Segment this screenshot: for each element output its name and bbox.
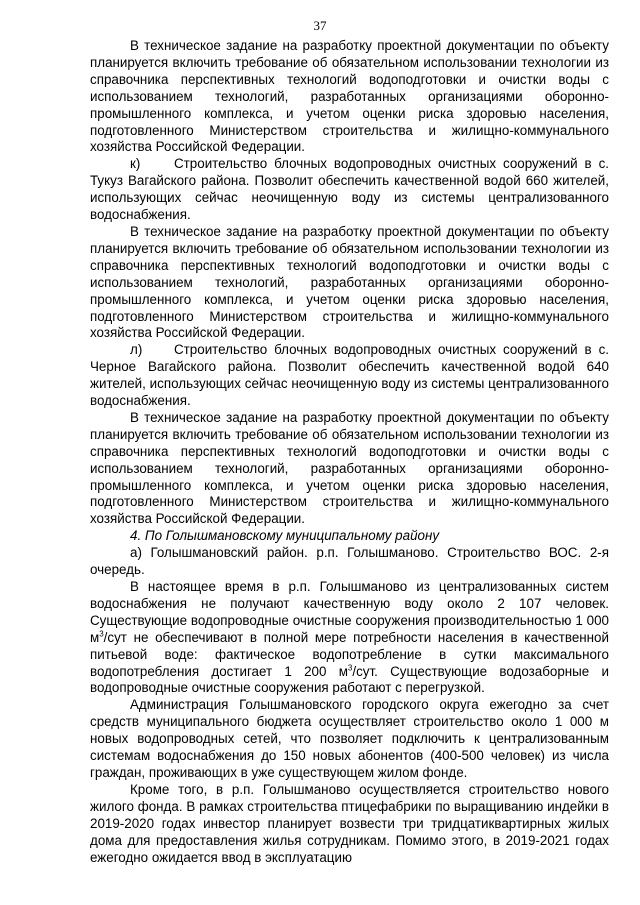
list-marker-l: л)	[130, 342, 143, 358]
current-situation-text-2: /сут не обеспечивают в полной мере потребности населения в качественной питьевой воде: фактическое водопотребление в сутки максимального водопотребления достигает 1 200 м	[90, 629, 609, 679]
document-body	[90, 38, 609, 866]
list-item-l-text: Строительство блочных водопроводных очистных сооружений в с. Черное Вагайского района. Позволит обеспечить качественной водой 640 жителей, использующих сейчас неочищенную воду из системы централизованного водоснабжения.	[90, 342, 609, 409]
page-number: 37	[313, 18, 327, 33]
subitem-a: а) Голышмановский район. р.п. Голышманово. Строительство ВОС. 2-я очередь.	[90, 545, 609, 578]
paragraph-technical-task-3: В техническое задание на разработку проектной документации по объекту планируется включить требование об обязательном использовании технологии из справочника перспективных технологий водоподготовки и очистки воды с использованием технологий, разработанных организациями оборонно-промышленного комплекса, и учетом оценки риска здоровью населения, подготовленного Министерством строительства и жилищно-коммунального хозяйства Российской Федерации.	[90, 409, 609, 527]
list-item-l	[90, 342, 609, 410]
superscript-3: 3	[347, 663, 353, 673]
list-item-k	[90, 156, 609, 224]
paragraph-technical-task-1: В техническое задание на разработку проектной документации по объекту планируется включить требование об обязательном использовании технологии из справочника перспективных технологий водоподготовки и очистки воды с использованием технологий, разработанных организациями оборонно-промышленного комплекса, и учетом оценки риска здоровью населения, подготовленного Министерством строительства и жилищно-коммунального хозяйства Российской Федерации.	[90, 38, 609, 155]
paragraph-administration: Администрация Голышмановского городского округа ежегодно за счет средств муниципального бюджета осуществляет строительство около 1 000 м новых водопроводных сетей, что позволяет подключить к централизованным системам водоснабжения до 150 новых абонентов (400-500 человек) из числа граждан, проживающих в уже существующем жилом фонде.	[90, 697, 609, 780]
superscript-3: 3	[99, 629, 104, 639]
paragraph-besides: Кроме того, в р.п. Голышманово осуществляется строительство нового жилого фонда. В рамках строительства птицефабрики по выращиванию индейки в 2019-2020 годах инвестор планирует возвести три тридцатиквартирных жилых дома для предоставления жилья сотрудникам. Помимо этого, в 2019-2021 годах ежегодно ожидается ввод в эксплуатацию	[90, 781, 609, 865]
current-situation-text-1: В настоящее время в р.п. Голышманово из централизованных систем водоснабжения не получают качественную воду около 2 107 человек. Существующие водопроводные очистные сооружения производительностью 1 000 м	[90, 579, 609, 645]
list-item-k-text: Строительство блочных водопроводных очистных сооружений в с. Тукуз Вагайского района. Позволит обеспечить качественной водой 660 жителей, использующих сейчас неочищенную воду из системы централизованного водоснабжения.	[90, 156, 609, 223]
paragraph-technical-task-2: В техническое задание на разработку проектной документации по объекту планируется включить требование об обязательном использовании технологии из справочника перспективных технологий водоподготовки и очистки воды с использованием технологий, разработанных организациями оборонно-промышленного комплекса, и учетом оценки риска здоровью населения, подготовленного Министерством строительства и жилищно-коммунального хозяйства Российской Федерации.	[90, 223, 609, 341]
paragraph-current-situation	[90, 579, 609, 697]
section-heading: 4. По Голышмановскому муниципальному району	[130, 528, 440, 544]
current-situation-text-3: /сут. Существующие водозаборные и водопроводные очистные сооружения работают с перегрузкой.	[90, 663, 609, 696]
list-marker-k: к)	[130, 156, 141, 172]
